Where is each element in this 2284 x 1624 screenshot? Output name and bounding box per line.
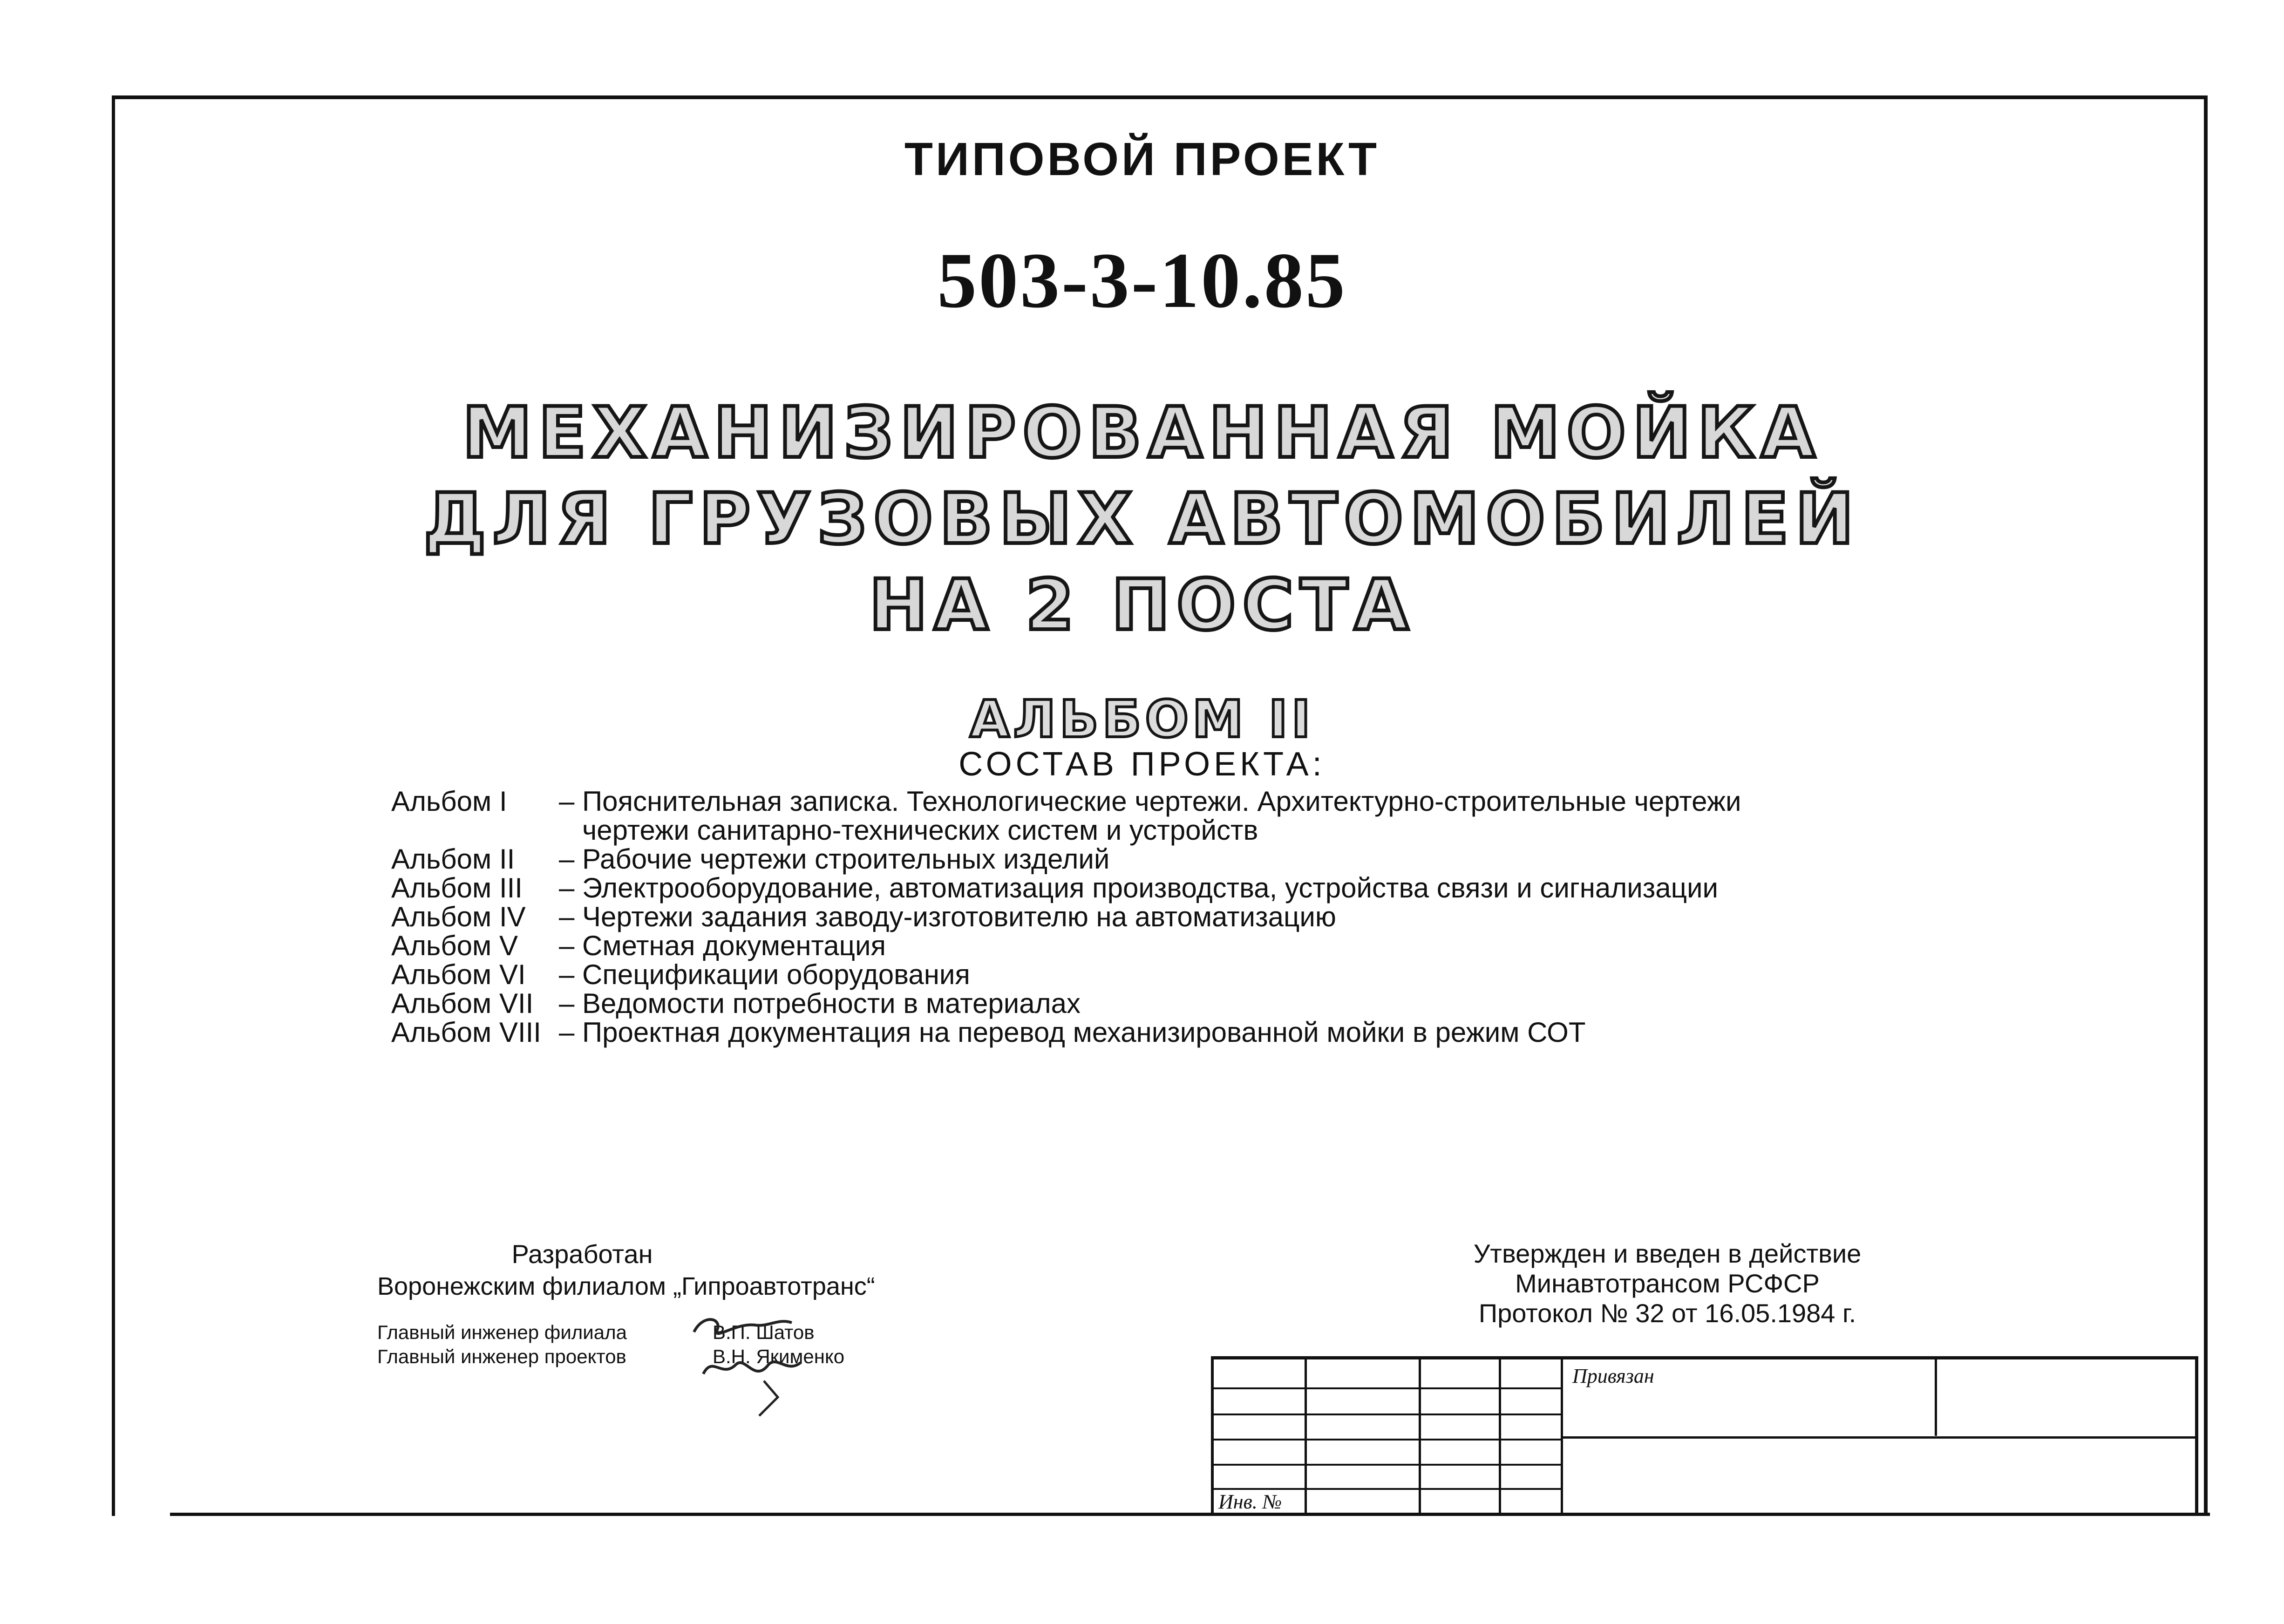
title-line-2: ДЛЯ ГРУЗОВЫХ АВТОМОБИЛЕЙ [423, 479, 1861, 560]
inventory-label: Инв. № [1218, 1490, 1282, 1513]
title-stamp-table [1211, 1356, 2198, 1513]
dash: – [559, 872, 575, 904]
album-list-item [391, 787, 2021, 845]
developer-block [377, 1239, 983, 1368]
signer-name: В.П. Шатов [713, 1321, 815, 1343]
frame-bottom-line [170, 1513, 2210, 1516]
album-description: Рабочие чертежи строительных изделий [582, 843, 1110, 875]
album-list-item [391, 1018, 2021, 1047]
linked-label: Привязан [1572, 1365, 1654, 1387]
album-label: Альбом IV [391, 901, 526, 932]
signer-name: В.Н. Якименко [713, 1345, 845, 1367]
developer-org: Воронежским филиалом „Гипроавтотранс“ [377, 1272, 875, 1300]
title-line-3: НА 2 ПОСТА [869, 565, 1415, 646]
approval-line-1: Утвержден и введен в действие [1473, 1239, 1862, 1268]
album-description: Сметная документация [582, 930, 886, 961]
approval-line-2: Минавтотрансом РСФСР [1515, 1269, 1820, 1298]
album-label: Альбом VIII [391, 1017, 541, 1048]
header-label: ТИПОВОЙ ПРОЕКТ [904, 133, 1380, 185]
album-list-item [391, 845, 2021, 874]
album-label: Альбом V [391, 930, 518, 961]
album-label: Альбом VII [391, 988, 534, 1019]
stamp-row-line [1214, 1439, 1563, 1441]
handwritten-signature [685, 1304, 815, 1425]
title-line-1: МЕХАНИЗИРОВАННАЯ МОЙКА [462, 393, 1822, 474]
album-list-item [391, 903, 2021, 931]
approval-line-3: Протокол № 32 от 16.05.1984 г. [1478, 1298, 1856, 1328]
signer-role: Главный инженер проектов [377, 1345, 626, 1367]
signer-row [377, 1345, 983, 1368]
dash: – [559, 1017, 575, 1048]
stamp-divider [1935, 1359, 1937, 1436]
dash: – [559, 930, 575, 961]
dash: – [559, 786, 575, 817]
dash: – [559, 843, 575, 875]
dash: – [559, 988, 575, 1019]
album-description: Пояснительная записка. Технологические чертежи. Архитектурно-строительные чертежи чертежи санитарно-технических систем и устройств [582, 786, 1741, 846]
developer-title: Разработан [511, 1239, 653, 1269]
album-list-item [391, 960, 2021, 989]
stamp-row-line [1214, 1413, 1563, 1415]
album-description: Проектная документация на перевод механизированной мойки в режим СОТ [582, 1017, 1586, 1048]
album-label: Альбом VI [391, 959, 526, 990]
dash: – [559, 901, 575, 932]
album-list-item [391, 989, 2021, 1018]
album-description: Электрооборудование, автоматизация производства, устройства связи и сигнализации [582, 872, 1719, 904]
album-description: Спецификации оборудования [582, 959, 970, 990]
album-list-item [391, 874, 2021, 903]
album-description: Ведомости потребности в материалах [582, 988, 1081, 1019]
composition-heading: СОСТАВ ПРОЕКТА: [958, 746, 1326, 783]
album-heading: АЛЬБОМ II [970, 689, 1314, 749]
stamp-row-line [1561, 1436, 2195, 1439]
album-label: Альбом III [391, 872, 523, 904]
signer-row [377, 1321, 983, 1344]
signer-role: Главный инженер филиала [377, 1321, 627, 1343]
album-label: Альбом I [391, 786, 507, 817]
album-label: Альбом II [391, 843, 515, 875]
dash: – [559, 959, 575, 990]
album-description: Чертежи задания заводу-изготовителю на автоматизацию [582, 901, 1336, 932]
stamp-row-line [1214, 1464, 1563, 1466]
album-list [391, 787, 2021, 1047]
approval-block [1407, 1239, 1928, 1328]
stamp-row-line [1214, 1387, 1563, 1389]
album-list-item [391, 931, 2021, 960]
project-number: 503-3-10.85 [937, 237, 1347, 324]
